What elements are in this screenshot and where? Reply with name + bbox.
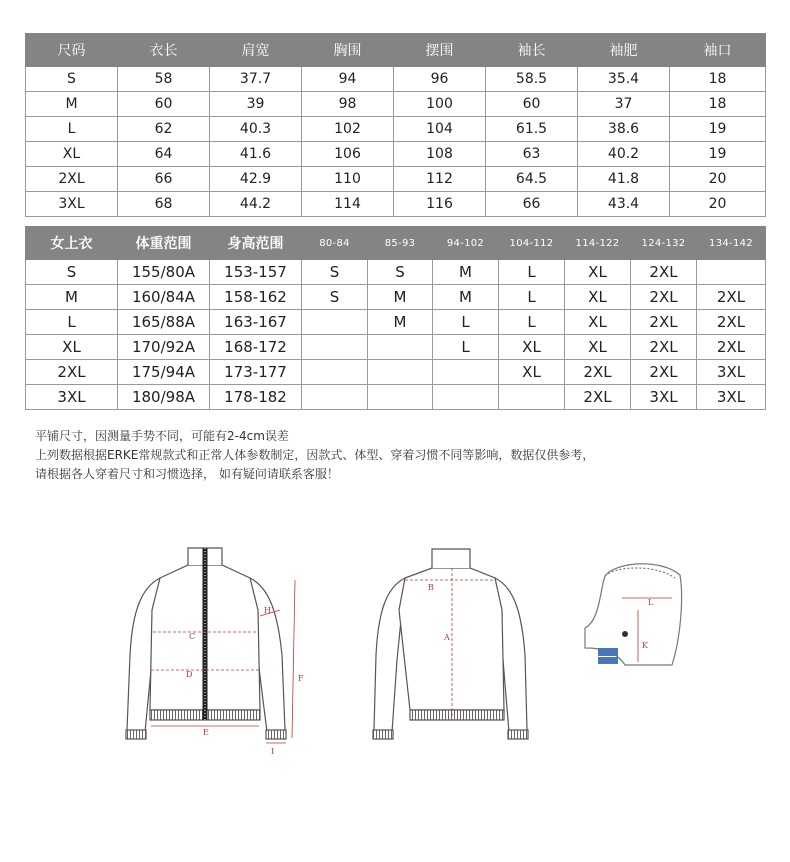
header-sleeve-length: 袖长 [486,34,578,67]
cell [302,385,368,410]
header-range: 114-122 [565,227,631,260]
cell: 2XL [697,335,766,360]
header-shoulder: 肩宽 [210,34,302,67]
cell: 39 [210,92,302,117]
cell: M [433,285,499,310]
table-row [26,142,766,167]
table-row [26,192,766,217]
note-line: 上列数据根据ERKE常规款式和正常人体参数制定，因款式、体型、穿着习惯不同等影响，数据仅供参考， [35,448,595,462]
front-jacket-diagram [126,548,286,739]
cell: M [26,285,118,310]
cell: XL [26,335,118,360]
cell: 58.5 [486,67,578,92]
cell: 2XL [697,310,766,335]
cell: 68 [118,192,210,217]
cell: 35.4 [578,67,670,92]
header-range: 94-102 [433,227,499,260]
cell: 58 [118,67,210,92]
header-range: 134-142 [697,227,766,260]
cell: 20 [670,167,766,192]
table-row [26,385,766,410]
cell: 62 [118,117,210,142]
header-hem: 摆围 [394,34,486,67]
header-cuff: 袖口 [670,34,766,67]
front-cuff-left [126,730,146,739]
label-c: C [189,632,196,641]
cell: L [433,335,499,360]
hood-diagram [585,564,682,665]
back-body [399,568,504,710]
cell: 64 [118,142,210,167]
cell: 3XL [697,360,766,385]
cell: L [499,285,565,310]
size-chart-header-row [26,34,766,67]
cell: 40.3 [210,117,302,142]
cell: XL [565,310,631,335]
cell: XL [565,335,631,360]
cell [302,360,368,385]
header-weight-range: 体重范围 [118,227,210,260]
garment-measurement-diagrams [0,540,790,770]
cell: 110 [302,167,394,192]
label-a: A [444,633,450,642]
cell: 64.5 [486,167,578,192]
header-range: 85-93 [368,227,433,260]
table-row [26,285,766,310]
cell: 2XL [565,360,631,385]
cell: 153-157 [210,260,302,285]
back-collar [432,549,470,568]
table-row [26,117,766,142]
cell: S [302,285,368,310]
cell: 3XL [26,192,118,217]
cell: 60 [118,92,210,117]
cell: L [26,310,118,335]
back-cuff-right [508,730,528,739]
cell [368,385,433,410]
cell: XL [499,360,565,385]
table-row [26,167,766,192]
hood-tag [598,648,618,656]
cell: 3XL [631,385,697,410]
cell: 175/94A [118,360,210,385]
cell: 178-182 [210,385,302,410]
measurement-notes [35,427,594,484]
cell: 2XL [697,285,766,310]
label-d: D [186,670,193,679]
cell: 160/84A [118,285,210,310]
cell: M [26,92,118,117]
cell: 41.6 [210,142,302,167]
cell: 2XL [631,360,697,385]
cell: 100 [394,92,486,117]
cell: L [499,310,565,335]
back-hem-rib [410,710,504,720]
cell: M [368,285,433,310]
cell: L [26,117,118,142]
header-range: 80-84 [302,227,368,260]
cell: 168-172 [210,335,302,360]
cell: S [368,260,433,285]
header-chest: 胸围 [302,34,394,67]
cell: 155/80A [118,260,210,285]
measure-line-f [292,580,295,738]
table-row [26,360,766,385]
cell [697,260,766,285]
cell: 104 [394,117,486,142]
cell: 158-162 [210,285,302,310]
table-row [26,310,766,335]
hood-toggle [622,631,628,637]
cell: 2XL [631,260,697,285]
cell [433,360,499,385]
cell: 102 [302,117,394,142]
cell: 19 [670,142,766,167]
cell: 170/92A [118,335,210,360]
cell: 3XL [26,385,118,410]
cell: 173-177 [210,360,302,385]
cell: 20 [670,192,766,217]
cell: S [26,67,118,92]
label-h: H [264,606,271,615]
header-women-top: 女上衣 [26,227,118,260]
label-e: E [203,728,209,737]
label-f: F [298,674,304,683]
size-chart-table [25,33,766,217]
header-height-range: 身高范围 [210,227,302,260]
cell: 94 [302,67,394,92]
cell: 180/98A [118,385,210,410]
cell: 96 [394,67,486,92]
cell: 2XL [631,310,697,335]
cell: 114 [302,192,394,217]
back-cuff-left [373,730,393,739]
cell [433,385,499,410]
note-line: 请根据各人穿着尺寸和习惯选择， 如有疑问请联系客服！ [35,467,339,481]
cell [302,310,368,335]
front-cuff-right [266,730,286,739]
cell: 18 [670,92,766,117]
cell: 106 [302,142,394,167]
hood-tag [598,657,618,664]
label-i: I [271,747,275,756]
cell: 112 [394,167,486,192]
cell: L [499,260,565,285]
header-range: 124-132 [631,227,697,260]
cell: 37.7 [210,67,302,92]
cell: 41.8 [578,167,670,192]
header-length: 衣长 [118,34,210,67]
cell: 2XL [631,335,697,360]
cell: 66 [486,192,578,217]
header-sleeve-width: 袖肥 [578,34,670,67]
cell: XL [499,335,565,360]
cell: 61.5 [486,117,578,142]
cell [499,385,565,410]
cell: 37 [578,92,670,117]
cell: 116 [394,192,486,217]
header-size: 尺码 [26,34,118,67]
cell: XL [26,142,118,167]
cell: 108 [394,142,486,167]
note-line: 平铺尺寸，因测量手势不同，可能有2-4cm误差 [35,429,289,443]
cell: 2XL [26,167,118,192]
cell: XL [565,285,631,310]
label-k: K [642,641,648,650]
table-row [26,67,766,92]
cell: M [368,310,433,335]
cell: 2XL [631,285,697,310]
cell: XL [565,260,631,285]
cell: L [433,310,499,335]
cell: 165/88A [118,310,210,335]
header-range: 104-112 [499,227,565,260]
fit-table-header-row [26,227,766,260]
cell: S [302,260,368,285]
table-row [26,260,766,285]
cell: 60 [486,92,578,117]
cell [368,335,433,360]
cell [302,335,368,360]
cell: M [433,260,499,285]
cell: S [26,260,118,285]
label-l: L [648,598,654,607]
cell: 163-167 [210,310,302,335]
fit-recommendation-table [25,226,766,410]
table-row [26,335,766,360]
cell: 38.6 [578,117,670,142]
cell: 40.2 [578,142,670,167]
cell: 2XL [565,385,631,410]
table-row [26,92,766,117]
cell: 42.9 [210,167,302,192]
back-jacket-diagram [373,549,528,739]
cell: 2XL [26,360,118,385]
cell: 66 [118,167,210,192]
cell: 3XL [697,385,766,410]
cell: 63 [486,142,578,167]
cell: 98 [302,92,394,117]
cell: 44.2 [210,192,302,217]
cell: 43.4 [578,192,670,217]
cell: 18 [670,67,766,92]
cell: 19 [670,117,766,142]
label-b: B [428,583,434,592]
cell [368,360,433,385]
